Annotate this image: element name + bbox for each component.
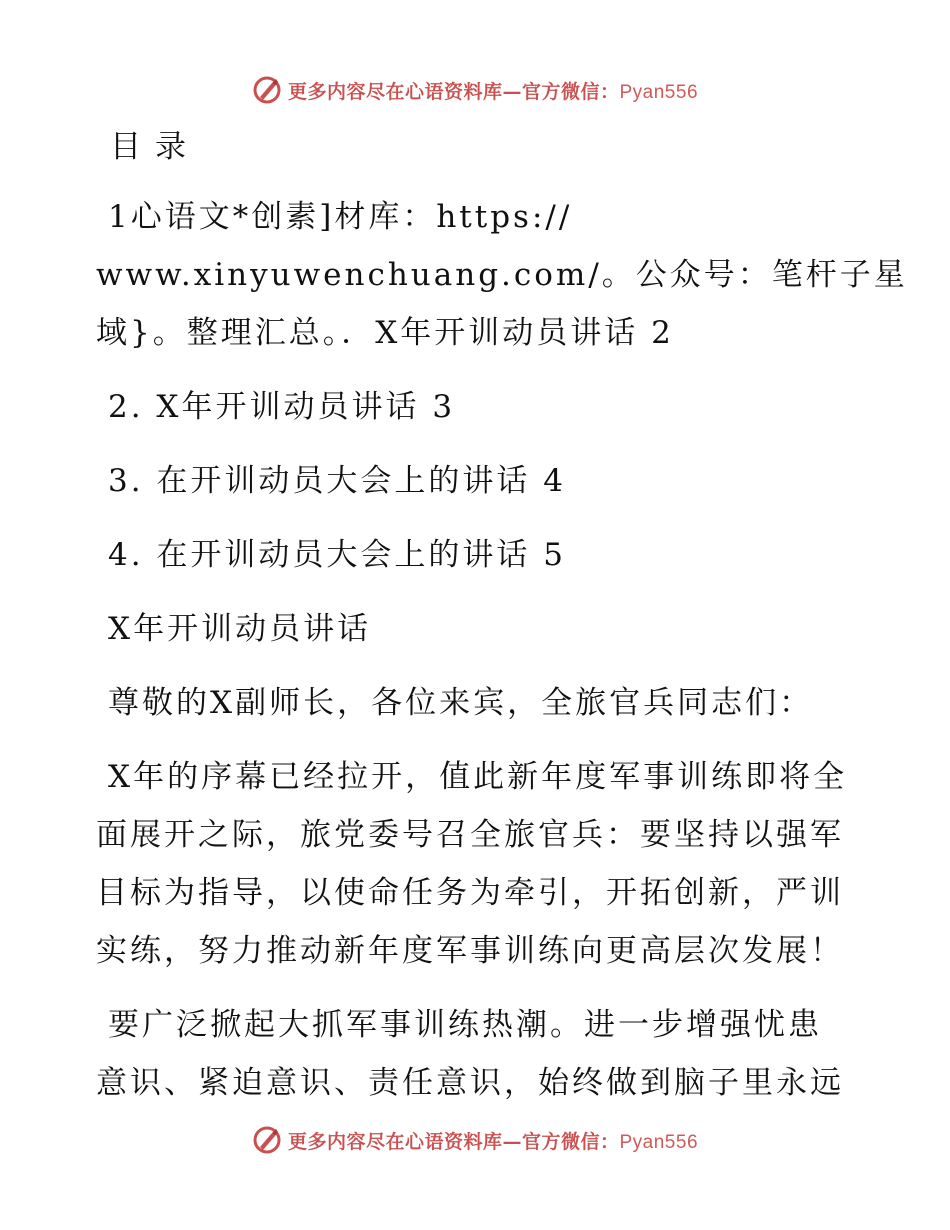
speech-salutation: 尊敬的X副师长，各位来宾，全旅官兵同志们： <box>108 685 814 721</box>
paragraph-2-line-2: 意识、紧迫意识、责任意识，始终做到脑子里永远 <box>96 1065 844 1101</box>
paragraph-1-line-1: X年的序幕已经拉开，值此新年度军事训练即将全 <box>108 759 848 795</box>
watermark <box>252 75 698 105</box>
paragraph-1-line-3: 目标为指导，以使命任务为牵引，开拓创新，严训 <box>96 875 844 911</box>
toc-item-2: 2. X年开训动员讲话 3 <box>108 389 456 425</box>
toc-title: 目录 <box>110 129 200 165</box>
toc-item-1-line-1: 1心语文*创素]材库：https:// <box>108 199 573 235</box>
speech-title: X年开训动员讲话 <box>108 611 372 647</box>
document-body <box>96 118 908 1112</box>
toc-item-3: 3. 在开训动员大会上的讲话 4 <box>108 463 567 499</box>
paragraph-2-line-1: 要广泛掀起大抓军事训练热潮。进一步增强忧患 <box>108 1007 822 1043</box>
watermark-id: Pyan556 <box>619 1131 699 1153</box>
toc-item-1-line-2: www.xinyuwenchuang.com/。公众号：笔杆子星 <box>96 257 908 293</box>
watermark-id: Pyan556 <box>619 81 699 103</box>
toc-item-4: 4. 在开训动员大会上的讲话 5 <box>108 537 567 573</box>
pen-circle-logo-icon <box>252 1125 282 1155</box>
header-watermark <box>0 70 950 110</box>
watermark <box>252 1125 698 1155</box>
paragraph-1-line-4: 实练，努力推动新年度军事训练向更高层次发展！ <box>96 933 844 969</box>
pen-circle-logo-icon <box>252 75 282 105</box>
watermark-text: 更多内容尽在心语资料库—官方微信： <box>287 80 620 103</box>
paragraph-1-line-2: 面展开之际，旅党委号召全旅官兵：要坚持以强军 <box>96 817 844 853</box>
toc-item-1-line-3: 域}。整理汇总。．X年开训动员讲话 2 <box>96 315 674 351</box>
footer-watermark <box>0 1120 950 1160</box>
watermark-text: 更多内容尽在心语资料库—官方微信： <box>287 1130 620 1153</box>
